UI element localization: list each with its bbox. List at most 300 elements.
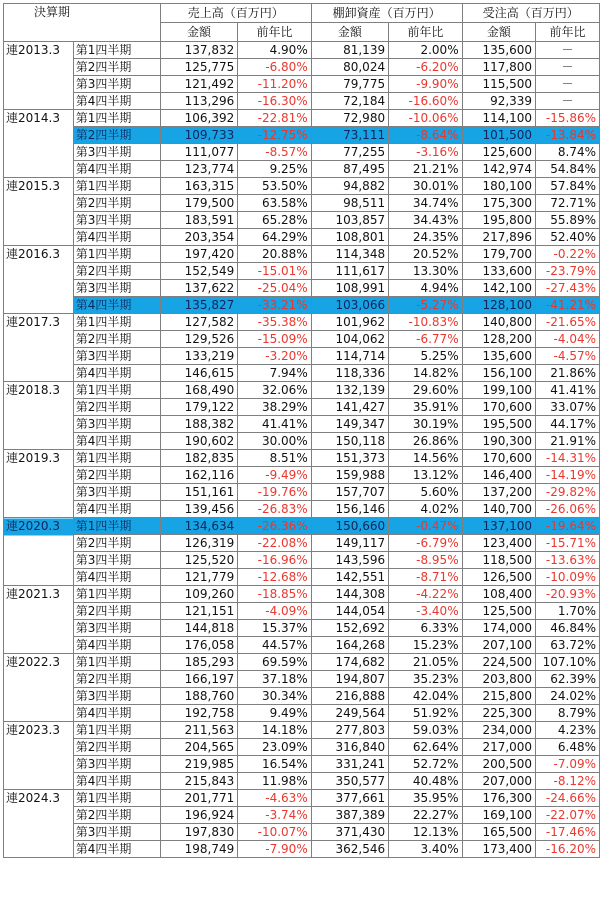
inventory-amount-cell: 249,564 <box>311 705 388 722</box>
sales-yoy-cell: 4.90% <box>238 42 311 59</box>
inventory-amount-cell: 80,024 <box>311 59 388 76</box>
quarter-cell: 第4四半期 <box>73 705 160 722</box>
table-row <box>4 76 600 93</box>
orders-amount-cell: 133,600 <box>462 263 535 280</box>
sales-amount-cell: 129,526 <box>160 331 237 348</box>
quarter-cell: 第3四半期 <box>73 416 160 433</box>
sales-amount-cell: 121,492 <box>160 76 237 93</box>
table-row <box>4 518 600 535</box>
quarter-cell: 第2四半期 <box>73 59 160 76</box>
orders-amount-cell: 170,600 <box>462 450 535 467</box>
inventory-yoy-cell: 42.04% <box>389 688 463 705</box>
quarter-cell: 第4四半期 <box>73 773 160 790</box>
orders-amount-cell: 137,200 <box>462 484 535 501</box>
orders-amount-cell: 179,700 <box>462 246 535 263</box>
inventory-yoy-cell: -10.83% <box>389 314 463 331</box>
inventory-amount-cell: 108,991 <box>311 280 388 297</box>
orders-amount-cell: 175,300 <box>462 195 535 212</box>
inventory-amount-cell: 103,857 <box>311 212 388 229</box>
inventory-yoy-cell: -6.20% <box>389 59 463 76</box>
quarter-cell: 第2四半期 <box>73 671 160 688</box>
orders-yoy-cell: 44.17% <box>536 416 600 433</box>
inventory-yoy-cell: -6.77% <box>389 331 463 348</box>
orders-amount-cell: 195,800 <box>462 212 535 229</box>
inventory-yoy-cell: 30.19% <box>389 416 463 433</box>
orders-amount-cell: 115,500 <box>462 76 535 93</box>
table-row <box>4 433 600 450</box>
table-row <box>4 467 600 484</box>
inventory-amount-cell: 101,962 <box>311 314 388 331</box>
sales-yoy-cell: 9.49% <box>238 705 311 722</box>
inventory-yoy-cell: -5.27% <box>389 297 463 314</box>
orders-yoy-cell: － <box>536 76 600 93</box>
table-row <box>4 348 600 365</box>
sales-yoy-cell: 14.18% <box>238 722 311 739</box>
orders-yoy-cell: 21.91% <box>536 433 600 450</box>
orders-amount-cell: 173,400 <box>462 841 535 858</box>
orders-yoy-cell: -8.12% <box>536 773 600 790</box>
fiscal-period-cell: 連2023.3 <box>4 722 74 790</box>
orders-amount-cell: 199,100 <box>462 382 535 399</box>
inventory-amount-cell: 164,268 <box>311 637 388 654</box>
sales-yoy-cell: -22.08% <box>238 535 311 552</box>
inventory-amount-cell: 77,255 <box>311 144 388 161</box>
quarter-cell: 第1四半期 <box>73 586 160 603</box>
sales-amount-cell: 163,315 <box>160 178 237 195</box>
inventory-amount-cell: 150,660 <box>311 518 388 535</box>
inventory-amount-cell: 98,511 <box>311 195 388 212</box>
orders-yoy-cell: -13.84% <box>536 127 600 144</box>
table-row <box>4 314 600 331</box>
fiscal-period-cell: 連2016.3 <box>4 246 74 314</box>
quarter-cell: 第2四半期 <box>73 739 160 756</box>
quarter-cell: 第1四半期 <box>73 722 160 739</box>
orders-amount-cell: 200,500 <box>462 756 535 773</box>
sales-amount-cell: 198,749 <box>160 841 237 858</box>
orders-amount-cell: 203,800 <box>462 671 535 688</box>
inventory-yoy-cell: 5.25% <box>389 348 463 365</box>
sales-amount-cell: 109,260 <box>160 586 237 603</box>
sales-yoy-cell: 23.09% <box>238 739 311 756</box>
orders-amount-cell: 174,000 <box>462 620 535 637</box>
orders-amount-header: 金額 <box>462 23 535 42</box>
quarter-cell: 第4四半期 <box>73 161 160 178</box>
quarter-cell: 第4四半期 <box>73 433 160 450</box>
sales-yoy-cell: 37.18% <box>238 671 311 688</box>
sales-amount-cell: 133,219 <box>160 348 237 365</box>
orders-amount-cell: 170,600 <box>462 399 535 416</box>
inventory-yoy-cell: -8.64% <box>389 127 463 144</box>
sales-amount-cell: 196,924 <box>160 807 237 824</box>
quarter-cell: 第4四半期 <box>73 229 160 246</box>
inventory-amount-cell: 152,692 <box>311 620 388 637</box>
table-row <box>4 807 600 824</box>
fiscal-period-cell: 連2022.3 <box>4 654 74 722</box>
inventory-yoy-cell: 52.72% <box>389 756 463 773</box>
sales-yoy-cell: -22.81% <box>238 110 311 127</box>
table-row <box>4 705 600 722</box>
sales-amount-cell: 162,116 <box>160 467 237 484</box>
table-row <box>4 280 600 297</box>
orders-amount-cell: 140,800 <box>462 314 535 331</box>
sales-yoy-cell: 38.29% <box>238 399 311 416</box>
orders-yoy-cell: 107.10% <box>536 654 600 671</box>
inventory-yoy-cell: 21.05% <box>389 654 463 671</box>
sales-amount-cell: 139,456 <box>160 501 237 518</box>
table-row <box>4 178 600 195</box>
sales-amount-cell: 144,818 <box>160 620 237 637</box>
inventory-amount-cell: 194,807 <box>311 671 388 688</box>
sales-yoy-cell: -12.68% <box>238 569 311 586</box>
sales-yoy-cell: -26.36% <box>238 518 311 535</box>
orders-amount-cell: 135,600 <box>462 42 535 59</box>
inventory-yoy-cell: -3.40% <box>389 603 463 620</box>
orders-amount-cell: 190,300 <box>462 433 535 450</box>
sales-yoy-cell: -33.21% <box>238 297 311 314</box>
orders-amount-cell: 128,200 <box>462 331 535 348</box>
orders-yoy-cell: 4.23% <box>536 722 600 739</box>
orders-yoy-cell: -21.65% <box>536 314 600 331</box>
orders-amount-cell: 169,100 <box>462 807 535 824</box>
quarter-cell: 第2四半期 <box>73 331 160 348</box>
sales-yoy-cell: -15.09% <box>238 331 311 348</box>
orders-yoy-cell: -19.64% <box>536 518 600 535</box>
sales-yoy-cell: 8.51% <box>238 450 311 467</box>
quarter-cell: 第4四半期 <box>73 569 160 586</box>
sales-amount-cell: 109,733 <box>160 127 237 144</box>
inventory-amount-cell: 114,714 <box>311 348 388 365</box>
inventory-amount-cell: 362,546 <box>311 841 388 858</box>
sales-amount-cell: 125,775 <box>160 59 237 76</box>
orders-yoy-cell: － <box>536 59 600 76</box>
table-row <box>4 195 600 212</box>
orders-yoy-cell: -22.07% <box>536 807 600 824</box>
orders-amount-cell: 217,000 <box>462 739 535 756</box>
inventory-amount-cell: 72,184 <box>311 93 388 110</box>
orders-amount-cell: 118,500 <box>462 552 535 569</box>
quarter-cell: 第2四半期 <box>73 127 160 144</box>
table-row <box>4 586 600 603</box>
table-row <box>4 535 600 552</box>
inventory-amount-cell: 142,551 <box>311 569 388 586</box>
inventory-yoy-cell: 5.60% <box>389 484 463 501</box>
inventory-yoy-cell: 15.23% <box>389 637 463 654</box>
inventory-amount-cell: 118,336 <box>311 365 388 382</box>
table-row <box>4 790 600 807</box>
orders-yoy-cell: 63.72% <box>536 637 600 654</box>
sales-amount-cell: 113,296 <box>160 93 237 110</box>
quarter-cell: 第1四半期 <box>73 42 160 59</box>
inventory-yoy-cell: 14.82% <box>389 365 463 382</box>
table-row <box>4 654 600 671</box>
sales-amount-cell: 188,760 <box>160 688 237 705</box>
table-row <box>4 773 600 790</box>
orders-yoy-cell: -27.43% <box>536 280 600 297</box>
header-row-top <box>4 4 600 23</box>
inventory-amount-cell: 157,707 <box>311 484 388 501</box>
sales-header: 売上高（百万円） <box>160 4 311 23</box>
sales-yoy-cell: 65.28% <box>238 212 311 229</box>
inventory-amount-cell: 87,495 <box>311 161 388 178</box>
orders-yoy-cell: -41.21% <box>536 297 600 314</box>
sales-yoy-cell: 7.94% <box>238 365 311 382</box>
orders-yoy-cell: 6.48% <box>536 739 600 756</box>
orders-yoy-cell: 41.41% <box>536 382 600 399</box>
inventory-yoy-cell: 30.01% <box>389 178 463 195</box>
inventory-amount-cell: 81,139 <box>311 42 388 59</box>
sales-yoy-cell: -9.49% <box>238 467 311 484</box>
inventory-yoy-cell: 21.21% <box>389 161 463 178</box>
inventory-amount-cell: 149,117 <box>311 535 388 552</box>
inventory-yoy-cell: 22.27% <box>389 807 463 824</box>
table-row <box>4 93 600 110</box>
orders-yoy-cell: 8.74% <box>536 144 600 161</box>
orders-amount-cell: 217,896 <box>462 229 535 246</box>
sales-yoy-cell: -4.09% <box>238 603 311 620</box>
fiscal-period-cell: 連2020.3 <box>4 518 74 586</box>
inventory-amount-cell: 377,661 <box>311 790 388 807</box>
quarter-cell: 第3四半期 <box>73 212 160 229</box>
sales-amount-cell: 123,774 <box>160 161 237 178</box>
quarter-cell: 第3四半期 <box>73 688 160 705</box>
orders-amount-cell: 225,300 <box>462 705 535 722</box>
inventory-amount-header: 金額 <box>311 23 388 42</box>
inventory-amount-cell: 331,241 <box>311 756 388 773</box>
inventory-yoy-cell: 12.13% <box>389 824 463 841</box>
table-row <box>4 59 600 76</box>
sales-amount-cell: 121,151 <box>160 603 237 620</box>
table-body <box>4 42 600 858</box>
quarter-cell: 第2四半期 <box>73 807 160 824</box>
inventory-amount-cell: 371,430 <box>311 824 388 841</box>
quarter-cell: 第4四半期 <box>73 841 160 858</box>
orders-yoy-cell: -15.86% <box>536 110 600 127</box>
table-row <box>4 382 600 399</box>
fiscal-period-cell: 連2019.3 <box>4 450 74 518</box>
quarter-cell: 第3四半期 <box>73 144 160 161</box>
sales-yoy-cell: -12.75% <box>238 127 311 144</box>
orders-header: 受注高（百万円） <box>462 4 599 23</box>
orders-amount-cell: 128,100 <box>462 297 535 314</box>
sales-amount-cell: 215,843 <box>160 773 237 790</box>
table-row <box>4 739 600 756</box>
sales-amount-cell: 201,771 <box>160 790 237 807</box>
quarter-cell: 第1四半期 <box>73 382 160 399</box>
fiscal-period-cell: 連2024.3 <box>4 790 74 858</box>
orders-yoy-cell: 54.84% <box>536 161 600 178</box>
inventory-yoy-cell: 35.91% <box>389 399 463 416</box>
quarter-cell: 第2四半期 <box>73 399 160 416</box>
orders-yoy-cell: -0.22% <box>536 246 600 263</box>
inventory-amount-cell: 132,139 <box>311 382 388 399</box>
quarter-cell: 第3四半期 <box>73 280 160 297</box>
table-row <box>4 484 600 501</box>
orders-amount-cell: 180,100 <box>462 178 535 195</box>
quarter-cell: 第2四半期 <box>73 195 160 212</box>
quarter-cell: 第1四半期 <box>73 110 160 127</box>
sales-amount-cell: 152,549 <box>160 263 237 280</box>
sales-amount-cell: 137,832 <box>160 42 237 59</box>
sales-yoy-header: 前年比 <box>238 23 311 42</box>
quarter-cell: 第4四半期 <box>73 297 160 314</box>
inventory-yoy-header: 前年比 <box>389 23 463 42</box>
table-row <box>4 569 600 586</box>
inventory-amount-cell: 144,308 <box>311 586 388 603</box>
table-row <box>4 620 600 637</box>
inventory-yoy-cell: 14.56% <box>389 450 463 467</box>
sales-yoy-cell: 30.34% <box>238 688 311 705</box>
inventory-amount-cell: 108,801 <box>311 229 388 246</box>
sales-yoy-cell: -15.01% <box>238 263 311 280</box>
sales-amount-cell: 183,591 <box>160 212 237 229</box>
inventory-yoy-cell: -6.79% <box>389 535 463 552</box>
quarter-cell: 第4四半期 <box>73 637 160 654</box>
inventory-yoy-cell: 2.00% <box>389 42 463 59</box>
sales-yoy-cell: 63.58% <box>238 195 311 212</box>
quarter-cell: 第3四半期 <box>73 484 160 501</box>
sales-yoy-cell: 15.37% <box>238 620 311 637</box>
table-row <box>4 144 600 161</box>
sales-amount-cell: 192,758 <box>160 705 237 722</box>
orders-yoy-cell: -14.19% <box>536 467 600 484</box>
orders-amount-cell: 101,500 <box>462 127 535 144</box>
sales-amount-cell: 134,634 <box>160 518 237 535</box>
orders-amount-cell: 224,500 <box>462 654 535 671</box>
inventory-amount-cell: 216,888 <box>311 688 388 705</box>
table-row <box>4 671 600 688</box>
quarter-cell: 第3四半期 <box>73 76 160 93</box>
sales-amount-cell: 121,779 <box>160 569 237 586</box>
inventory-yoy-cell: 26.86% <box>389 433 463 450</box>
table-row <box>4 450 600 467</box>
orders-yoy-cell: -4.04% <box>536 331 600 348</box>
inventory-yoy-cell: -0.47% <box>389 518 463 535</box>
inventory-amount-cell: 111,617 <box>311 263 388 280</box>
sales-yoy-cell: 69.59% <box>238 654 311 671</box>
inventory-yoy-cell: -3.16% <box>389 144 463 161</box>
orders-yoy-header: 前年比 <box>536 23 600 42</box>
sales-yoy-cell: 32.06% <box>238 382 311 399</box>
quarter-cell: 第1四半期 <box>73 518 160 535</box>
orders-yoy-cell: -4.57% <box>536 348 600 365</box>
period-header: 決算期 <box>4 4 161 42</box>
inventory-yoy-cell: 40.48% <box>389 773 463 790</box>
table-row <box>4 399 600 416</box>
orders-yoy-cell: -23.79% <box>536 263 600 280</box>
inventory-amount-cell: 73,111 <box>311 127 388 144</box>
inventory-yoy-cell: 13.30% <box>389 263 463 280</box>
quarter-cell: 第4四半期 <box>73 501 160 518</box>
table-row <box>4 297 600 314</box>
quarter-cell: 第4四半期 <box>73 93 160 110</box>
orders-yoy-cell: 33.07% <box>536 399 600 416</box>
table-row <box>4 331 600 348</box>
sales-yoy-cell: -26.83% <box>238 501 311 518</box>
orders-amount-cell: 137,100 <box>462 518 535 535</box>
orders-amount-cell: 125,500 <box>462 603 535 620</box>
orders-yoy-cell: -16.20% <box>536 841 600 858</box>
orders-amount-cell: 126,500 <box>462 569 535 586</box>
table-row <box>4 246 600 263</box>
inventory-amount-cell: 94,882 <box>311 178 388 195</box>
orders-amount-cell: 195,500 <box>462 416 535 433</box>
sales-amount-cell: 188,382 <box>160 416 237 433</box>
orders-yoy-cell: -17.46% <box>536 824 600 841</box>
sales-amount-cell: 168,490 <box>160 382 237 399</box>
orders-amount-cell: 123,400 <box>462 535 535 552</box>
sales-amount-cell: 111,077 <box>160 144 237 161</box>
sales-yoy-cell: 11.98% <box>238 773 311 790</box>
inventory-yoy-cell: 51.92% <box>389 705 463 722</box>
orders-yoy-cell: 57.84% <box>536 178 600 195</box>
sales-yoy-cell: -25.04% <box>238 280 311 297</box>
orders-amount-cell: 146,400 <box>462 467 535 484</box>
table-row <box>4 603 600 620</box>
inventory-yoy-cell: -8.95% <box>389 552 463 569</box>
orders-yoy-cell: － <box>536 93 600 110</box>
orders-amount-cell: 92,339 <box>462 93 535 110</box>
inventory-amount-cell: 174,682 <box>311 654 388 671</box>
sales-yoy-cell: 53.50% <box>238 178 311 195</box>
quarterly-results-table <box>3 3 600 858</box>
inventory-amount-cell: 277,803 <box>311 722 388 739</box>
sales-yoy-cell: -35.38% <box>238 314 311 331</box>
sales-amount-cell: 151,161 <box>160 484 237 501</box>
inventory-amount-cell: 316,840 <box>311 739 388 756</box>
fiscal-period-cell: 連2021.3 <box>4 586 74 654</box>
inventory-yoy-cell: 20.52% <box>389 246 463 263</box>
sales-amount-cell: 125,520 <box>160 552 237 569</box>
inventory-amount-cell: 150,118 <box>311 433 388 450</box>
orders-amount-cell: 117,800 <box>462 59 535 76</box>
sales-yoy-cell: -4.63% <box>238 790 311 807</box>
inventory-amount-cell: 143,596 <box>311 552 388 569</box>
orders-amount-cell: 140,700 <box>462 501 535 518</box>
sales-yoy-cell: 64.29% <box>238 229 311 246</box>
orders-yoy-cell: -10.09% <box>536 569 600 586</box>
quarter-cell: 第1四半期 <box>73 450 160 467</box>
inventory-yoy-cell: -16.60% <box>389 93 463 110</box>
sales-yoy-cell: -18.85% <box>238 586 311 603</box>
orders-yoy-cell: 55.89% <box>536 212 600 229</box>
sales-yoy-cell: 16.54% <box>238 756 311 773</box>
fiscal-period-cell: 連2017.3 <box>4 314 74 382</box>
inventory-amount-cell: 350,577 <box>311 773 388 790</box>
sales-yoy-cell: -3.74% <box>238 807 311 824</box>
table-row <box>4 637 600 654</box>
inventory-yoy-cell: 13.12% <box>389 467 463 484</box>
orders-amount-cell: 142,974 <box>462 161 535 178</box>
orders-amount-cell: 108,400 <box>462 586 535 603</box>
orders-yoy-cell: 24.02% <box>536 688 600 705</box>
inventory-yoy-cell: 62.64% <box>389 739 463 756</box>
quarter-cell: 第2四半期 <box>73 263 160 280</box>
sales-amount-cell: 197,420 <box>160 246 237 263</box>
inventory-yoy-cell: 34.74% <box>389 195 463 212</box>
table-row <box>4 42 600 59</box>
quarter-cell: 第1四半期 <box>73 790 160 807</box>
sales-amount-cell: 127,582 <box>160 314 237 331</box>
fiscal-period-cell: 連2014.3 <box>4 110 74 178</box>
quarter-cell: 第2四半期 <box>73 535 160 552</box>
table-row <box>4 110 600 127</box>
orders-yoy-cell: -7.09% <box>536 756 600 773</box>
quarter-cell: 第3四半期 <box>73 348 160 365</box>
table-row <box>4 127 600 144</box>
sales-yoy-cell: 44.57% <box>238 637 311 654</box>
inventory-amount-cell: 149,347 <box>311 416 388 433</box>
sales-amount-cell: 179,122 <box>160 399 237 416</box>
